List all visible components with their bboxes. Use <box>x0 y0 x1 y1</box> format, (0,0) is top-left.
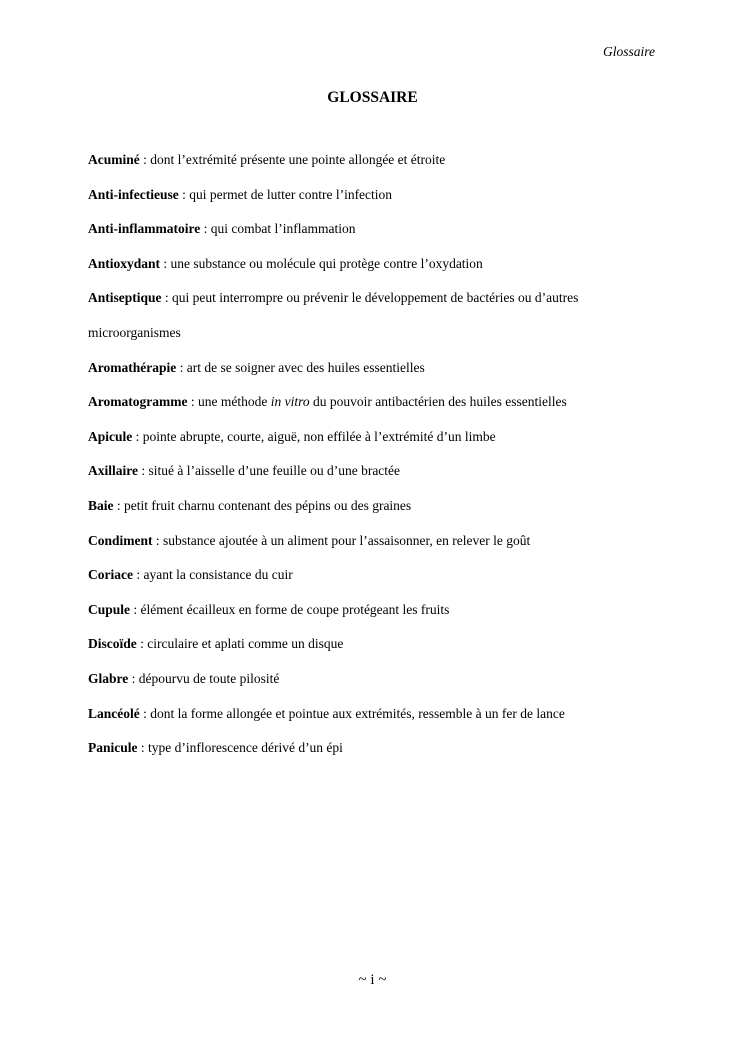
glossary-entry <box>88 420 640 455</box>
separator: : <box>113 497 125 513</box>
glossary-definition: qui combat l’inflammation <box>210 221 356 237</box>
separator: : <box>139 705 151 721</box>
glossary-term: Antioxydant <box>88 255 161 271</box>
glossary-definition: petit fruit charnu contenant des pépins ou des graines <box>124 497 412 513</box>
glossary-definition: situé à l’aisselle d’une feuille ou d’une bractée <box>148 463 401 479</box>
separator: : <box>152 532 164 548</box>
glossary-list <box>88 143 640 766</box>
glossary-definition: qui peut interrompre ou prévenir le développement de bactéries ou d’autres microorganismes <box>88 290 579 340</box>
glossary-entry <box>88 178 640 213</box>
glossary-term: Anti-inflammatoire <box>88 221 201 237</box>
glossary-term: Glabre <box>88 670 129 686</box>
glossary-entry <box>88 593 640 628</box>
glossary-entry <box>88 489 640 524</box>
glossary-term: Aromathérapie <box>88 359 177 375</box>
glossary-term: Acuminé <box>88 152 140 167</box>
glossary-term: Baie <box>88 497 114 513</box>
glossary-term: Antiseptique <box>88 290 162 306</box>
separator: : <box>130 601 141 617</box>
separator: : <box>178 186 190 202</box>
separator: : <box>128 670 139 686</box>
glossary-definition: une substance ou molécule qui protège contre l’oxydation <box>170 255 483 271</box>
glossary-term: Lancéolé <box>88 705 140 721</box>
glossary-entry <box>88 731 640 766</box>
glossary-term: Discoïde <box>88 636 137 652</box>
glossary-term: Coriace <box>88 567 133 583</box>
glossary-entry <box>88 662 640 697</box>
glossary-definition-italic: in vitro <box>270 394 310 410</box>
page-title: GLOSSAIRE <box>327 89 418 106</box>
glossary-entry <box>88 351 640 386</box>
glossary-term: Anti-infectieuse <box>88 186 179 202</box>
separator: : <box>161 290 173 306</box>
glossary-term: Aromatogramme <box>88 394 188 410</box>
glossary-definition: pointe abrupte, courte, aiguë, non effilée à l’extrémité d’un limbe <box>142 428 496 444</box>
glossary-entry <box>88 524 640 559</box>
page-number: ~ i ~ <box>358 972 387 988</box>
glossary-definition: une méthode <box>197 394 271 410</box>
glossary-term: Panicule <box>88 740 138 756</box>
glossary-entry <box>88 212 640 247</box>
separator: : <box>200 221 211 237</box>
glossary-definition: dépourvu de toute pilosité <box>138 670 280 686</box>
glossary-term: Apicule <box>88 428 133 444</box>
running-header: Glossaire <box>602 44 655 59</box>
separator: : <box>132 567 144 583</box>
glossary-definition: qui permet de lutter contre l’infection <box>189 186 393 202</box>
glossary-entry <box>88 385 640 420</box>
separator: : <box>136 636 148 652</box>
glossary-definition: circulaire et aplati comme un disque <box>147 636 344 652</box>
glossary-definition: ayant la consistance du cuir <box>143 567 293 583</box>
glossary-entry <box>88 247 640 282</box>
glossary-definition: type d’inflorescence dérivé d’un épi <box>148 740 343 756</box>
glossary-entry <box>88 281 640 350</box>
glossary-term: Axillaire <box>88 463 138 479</box>
glossary-definition: élément écailleux en forme de coupe protégeant les fruits <box>140 601 450 617</box>
separator: : <box>137 740 149 756</box>
glossary-definition: dont la forme allongée et pointue aux extrémités, ressemble à un fer de lance <box>150 705 565 721</box>
glossary-entry <box>88 143 640 178</box>
glossary-definition: du pouvoir antibactérien des huiles essentielles <box>309 394 567 410</box>
separator: : <box>187 394 198 410</box>
separator: : <box>160 255 171 271</box>
glossary-entry <box>88 627 640 662</box>
separator: : <box>138 463 149 479</box>
glossary-entry <box>88 697 640 732</box>
separator: : <box>132 428 143 444</box>
glossary-term: Condiment <box>88 532 153 548</box>
separator: : <box>176 359 187 375</box>
glossary-definition: art de se soigner avec des huiles essentielles <box>186 359 425 375</box>
glossary-definition: substance ajoutée à un aliment pour l’assaisonner, en relever le goût <box>163 532 531 548</box>
glossary-entry <box>88 558 640 593</box>
glossary-definition: dont l’extrémité présente une pointe allongée et étroite <box>150 152 446 167</box>
glossary-term: Cupule <box>88 601 131 617</box>
separator: : <box>139 152 151 167</box>
glossary-entry <box>88 454 640 489</box>
